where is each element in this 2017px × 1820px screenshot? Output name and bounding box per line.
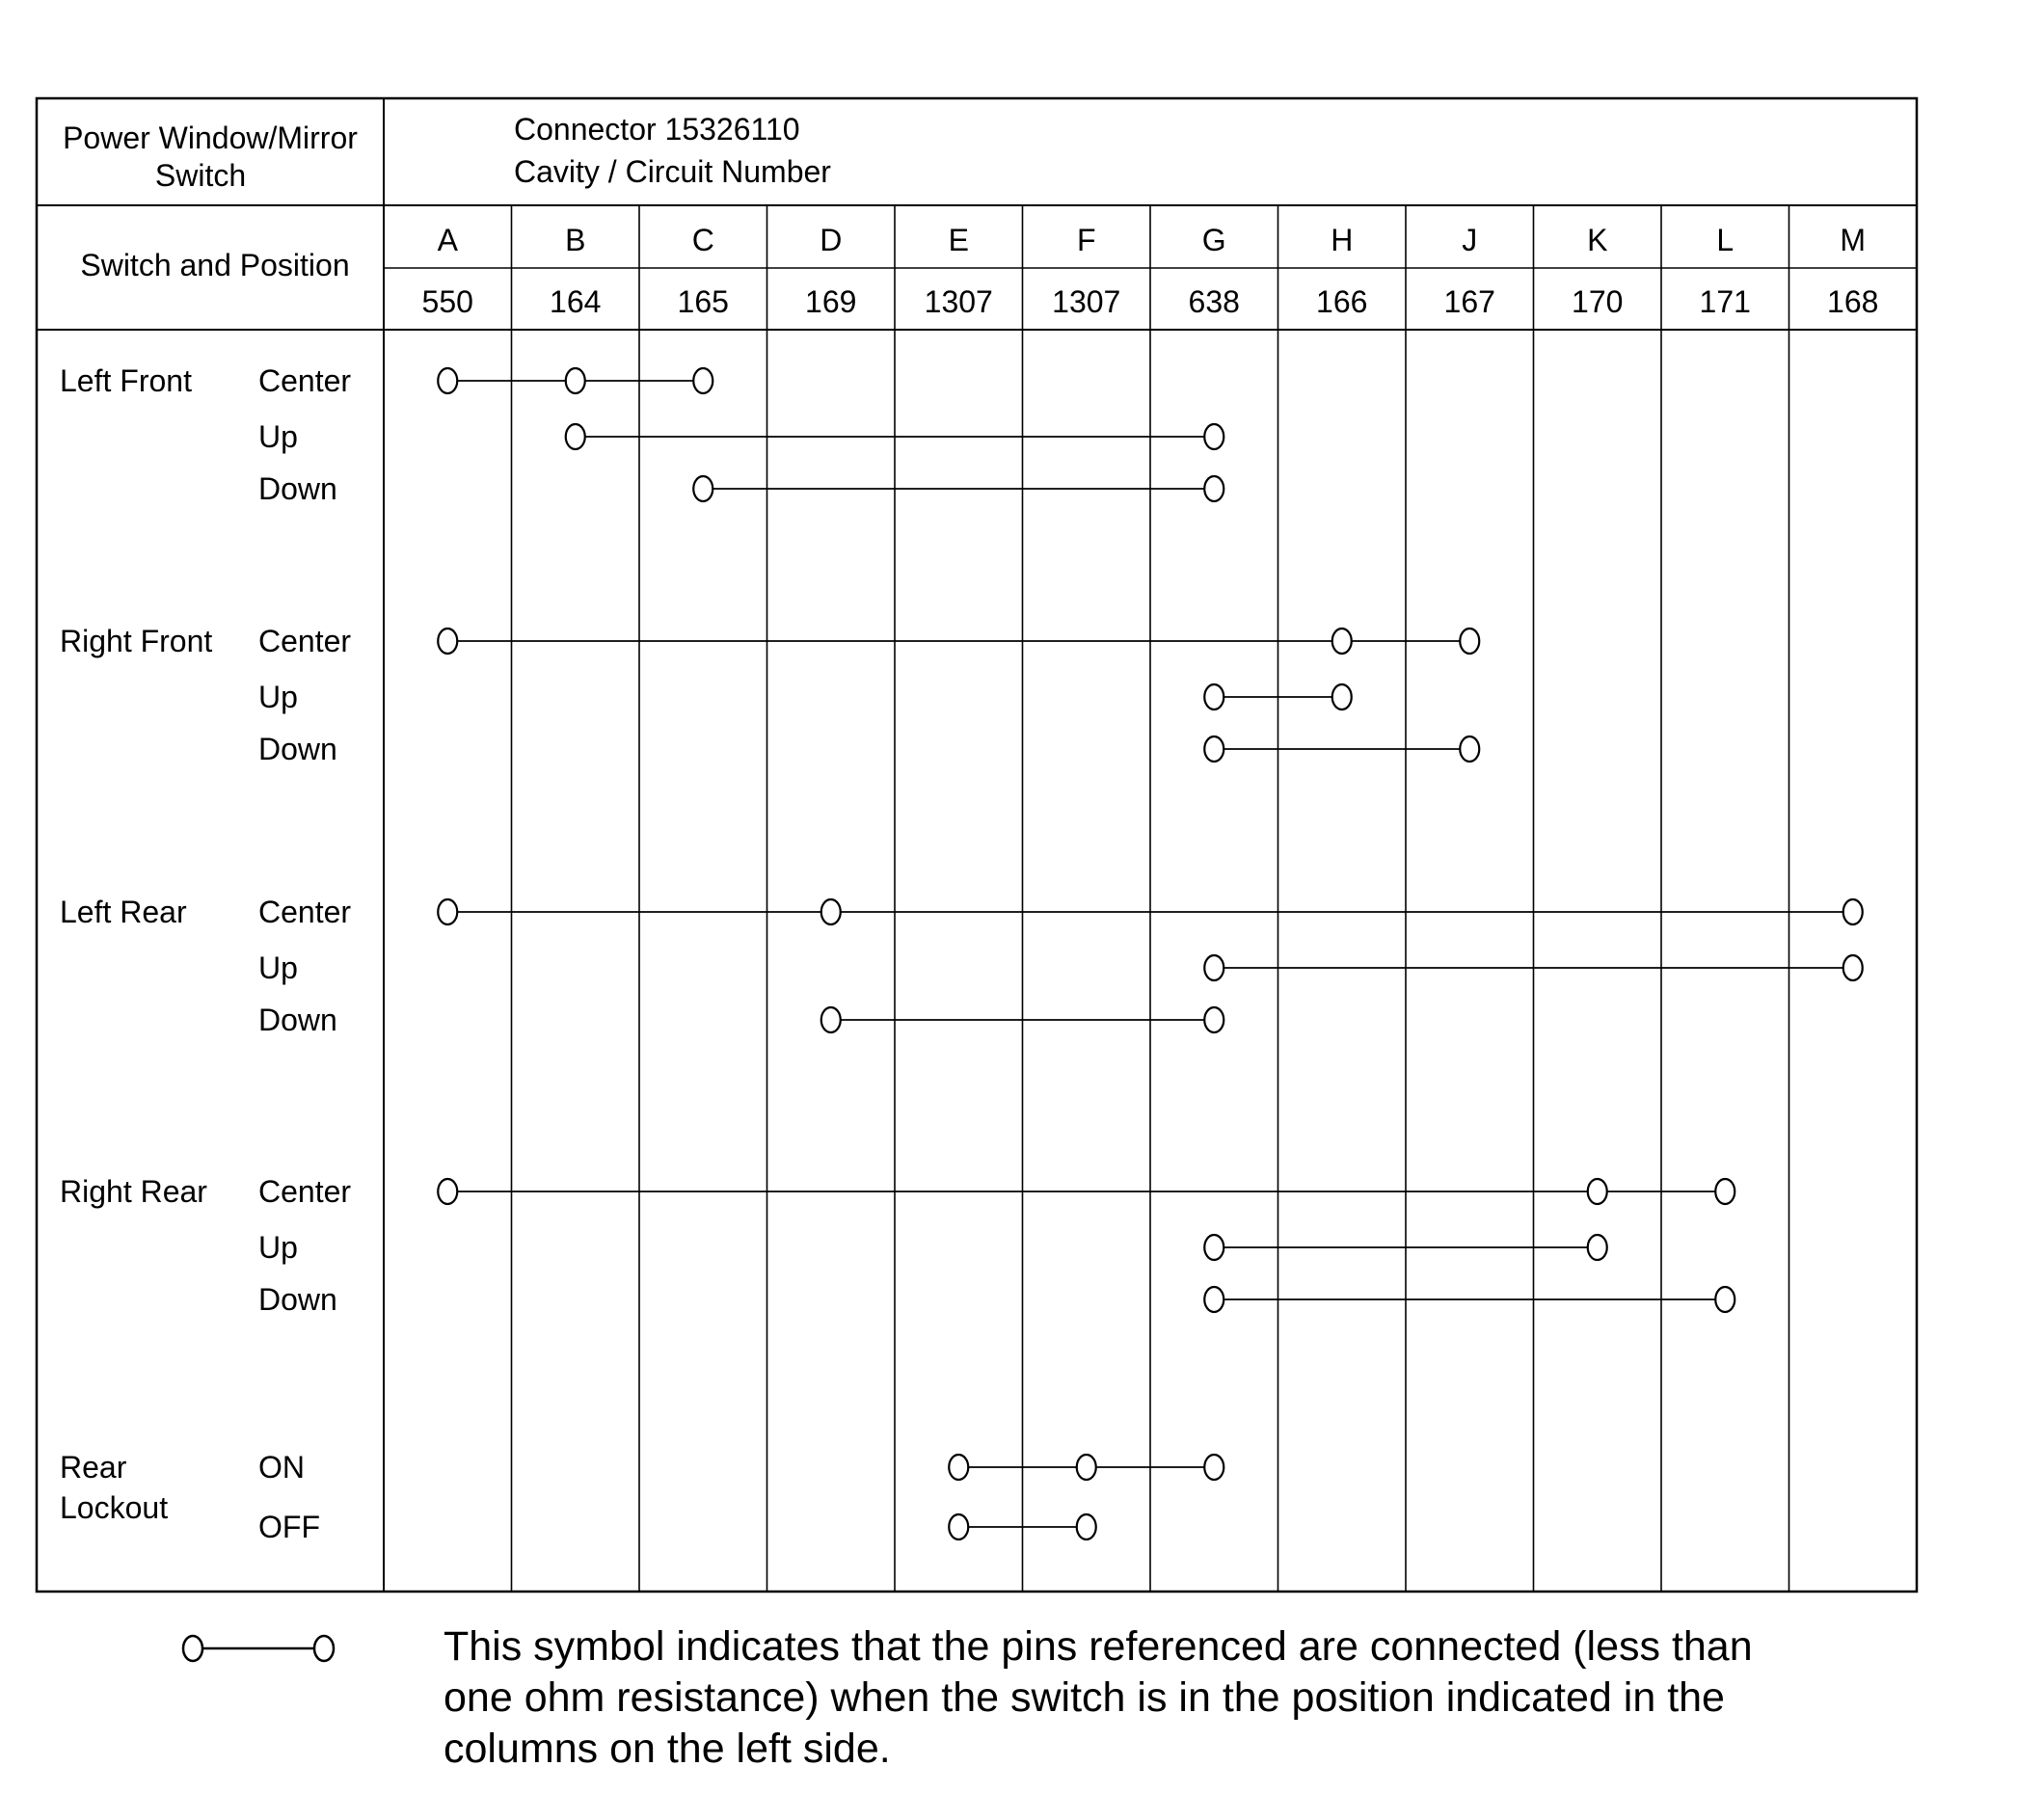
switch-position: ON <box>258 1450 305 1485</box>
pin-marker <box>1204 1007 1224 1032</box>
pin-marker <box>1588 1235 1607 1260</box>
pin-marker <box>1077 1514 1096 1539</box>
circuit-number: 171 <box>1699 284 1751 319</box>
switch-title-line1: Power Window/Mirror <box>63 120 358 155</box>
pin-marker <box>1204 1287 1224 1312</box>
switch-name: Right Rear <box>60 1174 207 1209</box>
pin-marker <box>1715 1179 1735 1204</box>
legend <box>183 1623 1753 1772</box>
switch-position: OFF <box>258 1510 320 1544</box>
switch-position: Up <box>258 680 298 714</box>
switch-name: Right Front <box>60 624 213 658</box>
pin-marker <box>1843 955 1863 980</box>
pin-marker <box>1204 424 1224 449</box>
pin-marker <box>1588 1179 1607 1204</box>
switch-position: Center <box>258 624 352 658</box>
legend-text-line1: This symbol indicates that the pins referenced are connected (less than <box>444 1623 1753 1670</box>
connection-path <box>438 629 1479 654</box>
pin-marker <box>821 1007 841 1032</box>
switch-position: Up <box>258 1230 298 1265</box>
pin-marker <box>1460 736 1479 762</box>
switch-position: Center <box>258 363 352 398</box>
column-dividers <box>512 205 1789 1592</box>
pin-marker <box>566 368 585 393</box>
pin-marker <box>949 1514 968 1539</box>
switch-position-label: Switch and Position <box>80 248 350 282</box>
switch-position: Center <box>258 895 352 929</box>
pin-marker <box>693 368 713 393</box>
pin-marker <box>821 899 841 924</box>
pin-marker <box>949 1455 968 1480</box>
table-frame <box>37 98 1917 1592</box>
circuit-number: 169 <box>805 284 857 319</box>
connection-path <box>438 368 713 393</box>
circuit-number: 170 <box>1572 284 1624 319</box>
cavity-label: J <box>1462 223 1478 257</box>
connection-path <box>1204 736 1479 762</box>
cavity-label: B <box>565 223 586 257</box>
pin-marker <box>1077 1455 1096 1480</box>
switch-title-line2: Switch <box>154 158 247 193</box>
cavity-label: K <box>1587 223 1608 257</box>
switch-name: Left Front <box>60 363 192 398</box>
switch-position: Center <box>258 1174 352 1209</box>
cavity-label: G <box>1201 223 1226 257</box>
switch-position: Down <box>258 732 337 766</box>
pin-marker <box>438 1179 457 1204</box>
pin-marker <box>438 368 457 393</box>
pin-marker <box>1204 736 1224 762</box>
pin-marker <box>1204 476 1224 501</box>
cavity-label: E <box>948 223 969 257</box>
switch-position: Down <box>258 1282 337 1317</box>
row-labels <box>60 363 351 1544</box>
cavity-label: C <box>691 223 714 257</box>
pin-marker <box>1460 629 1479 654</box>
connector-title-line1: Connector 15326110 <box>514 112 800 147</box>
circuit-number: 167 <box>1443 284 1495 319</box>
cavity-label: D <box>820 223 843 257</box>
pin-marker <box>1715 1287 1735 1312</box>
pin-marker <box>438 629 457 654</box>
pin-marker <box>438 899 457 924</box>
circuit-number: 638 <box>1188 284 1240 319</box>
circuit-number: 1307 <box>1052 284 1121 319</box>
switch-name: Rear <box>60 1450 127 1485</box>
legend-text-line3: columns on the left side. <box>444 1726 891 1772</box>
pin-marker <box>1204 955 1224 980</box>
pin-marker <box>1204 684 1224 709</box>
pin-marker <box>566 424 585 449</box>
circuit-number: 168 <box>1827 284 1879 319</box>
circuit-number: 164 <box>550 284 602 319</box>
cavity-label: H <box>1331 223 1354 257</box>
switch-position: Up <box>258 419 298 454</box>
pin-marker <box>1332 684 1352 709</box>
legend-text-line2: one ohm resistance) when the switch is in the position indicated in the <box>444 1674 1725 1721</box>
circuit-number: 1307 <box>924 284 993 319</box>
switch-name: Left Rear <box>60 895 187 929</box>
pin-marker <box>1843 899 1863 924</box>
connection-path <box>693 476 1224 501</box>
switch-name: Lockout <box>60 1490 169 1525</box>
pin-marker <box>1204 1455 1224 1480</box>
pin-marker <box>693 476 713 501</box>
cavity-label: M <box>1840 223 1867 257</box>
circuit-number: 165 <box>677 284 729 319</box>
switch-position: Down <box>258 471 337 506</box>
connection-path <box>438 1179 1735 1204</box>
connection-path <box>1204 1287 1735 1312</box>
cavity-label: A <box>437 223 458 257</box>
pin-marker <box>1204 1235 1224 1260</box>
connector-title-line2: Cavity / Circuit Number <box>514 154 831 189</box>
circuit-number: 166 <box>1316 284 1368 319</box>
cavity-label: F <box>1076 223 1096 257</box>
switch-position: Up <box>258 950 298 985</box>
connection-path <box>949 1455 1224 1480</box>
pin-marker <box>1332 629 1352 654</box>
pin-connection-symbol <box>183 1636 334 1661</box>
cavity-label: L <box>1716 223 1735 257</box>
circuit-number: 550 <box>421 284 473 319</box>
switch-position: Down <box>258 1003 337 1037</box>
